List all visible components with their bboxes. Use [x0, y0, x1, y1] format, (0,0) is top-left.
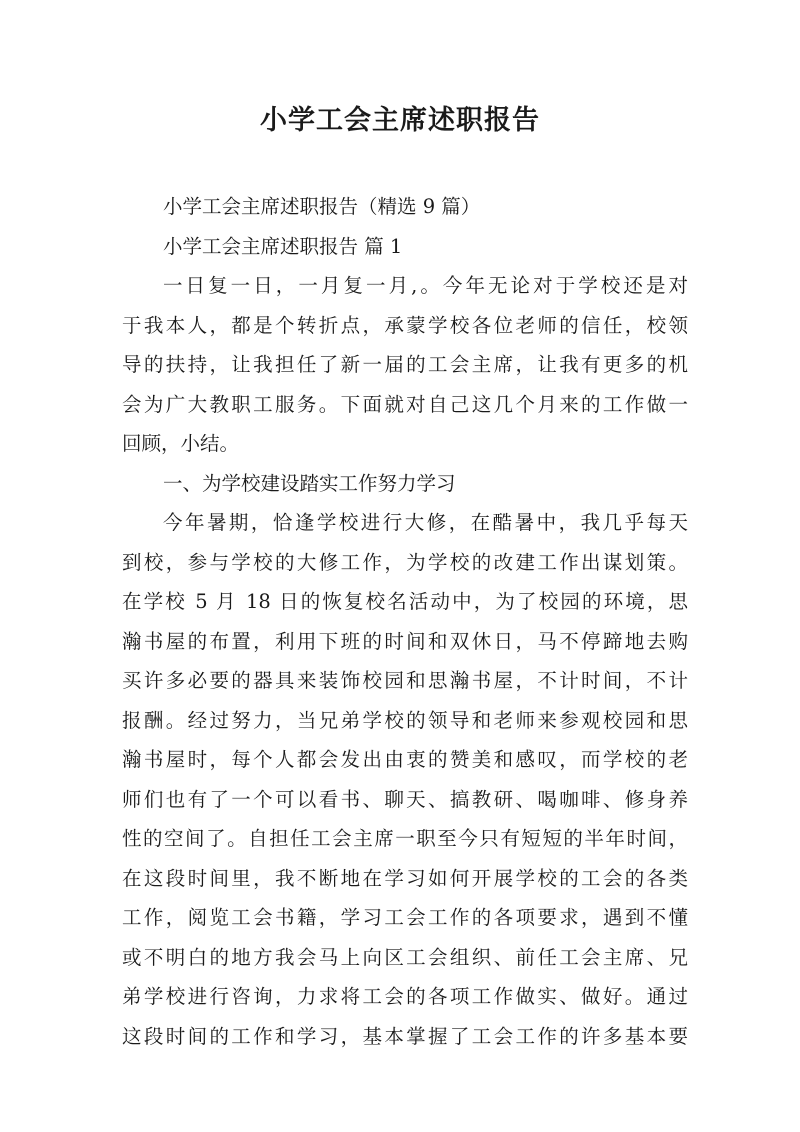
section-heading: 小学工会主席述职报告 篇 1	[163, 234, 403, 258]
paragraph-line: 今年暑期，恰逢学校进行大修，在酷暑中，我几乎每天	[163, 511, 688, 534]
document-title: 小学工会主席述职报告	[260, 105, 540, 136]
paragraph-line: 在这段时间里，我不断地在学习如何开展学校的工会的各类	[122, 866, 688, 890]
paragraph-line: 一日复一日，一月复一月,。今年无论对于学校还是对	[163, 274, 688, 297]
paragraph-line: 导的扶持，让我担任了新一届的工会主席，让我有更多的机	[122, 353, 688, 376]
paragraph-line: 于我本人，都是个转折点，承蒙学校各位老师的信任，校领	[122, 313, 688, 337]
subtitle-line: 小学工会主席述职报告（精选 9 篇）	[163, 195, 481, 218]
paragraph-line: 会为广大教职工服务。下面就对自己这几个月来的工作做一	[122, 392, 688, 416]
paragraph-line: 工作，阅览工会书籍，学习工会工作的各项要求，遇到不懂	[122, 906, 688, 929]
paragraph-line: 或不明白的地方我会马上向区工会组织、前任工会主席、兄	[122, 945, 688, 969]
paragraph-line: 报酬。经过努力，当兄弟学校的领导和老师来参观校园和思	[122, 708, 688, 732]
paragraph-line: 在学校 5 月 18 日的恢复校名活动中，为了校园的环境，思	[122, 590, 688, 613]
paragraph-line: 瀚书屋的布置，利用下班的时间和双休日，马不停蹄地去购	[122, 629, 688, 653]
section-heading: 一、为学校建设踏实工作努力学习	[163, 471, 456, 495]
paragraph-line: 弟学校进行咨询，力求将工会的各项工作做实、做好。通过	[122, 985, 688, 1008]
paragraph-line: 这段时间的工作和学习，基本掌握了工会工作的许多基本要	[122, 1024, 688, 1048]
paragraph-line: 师们也有了一个可以看书、聊天、搞教研、喝咖啡、修身养	[122, 787, 688, 811]
document-body	[122, 187, 688, 1056]
paragraph-line: 到校，参与学校的大修工作，为学校的改建工作出谋划策。	[122, 550, 688, 574]
paragraph-line: 瀚书屋时，每个人都会发出由衷的赞美和感叹，而学校的老	[122, 748, 688, 771]
paragraph-line: 性的空间了。自担任工会主席一职至今只有短短的半年时间，	[122, 827, 688, 850]
paragraph-line: 买许多必要的器具来装饰校园和思瀚书屋，不计时间，不计	[122, 669, 688, 692]
paragraph-line: 回顾，小结。	[122, 432, 240, 455]
